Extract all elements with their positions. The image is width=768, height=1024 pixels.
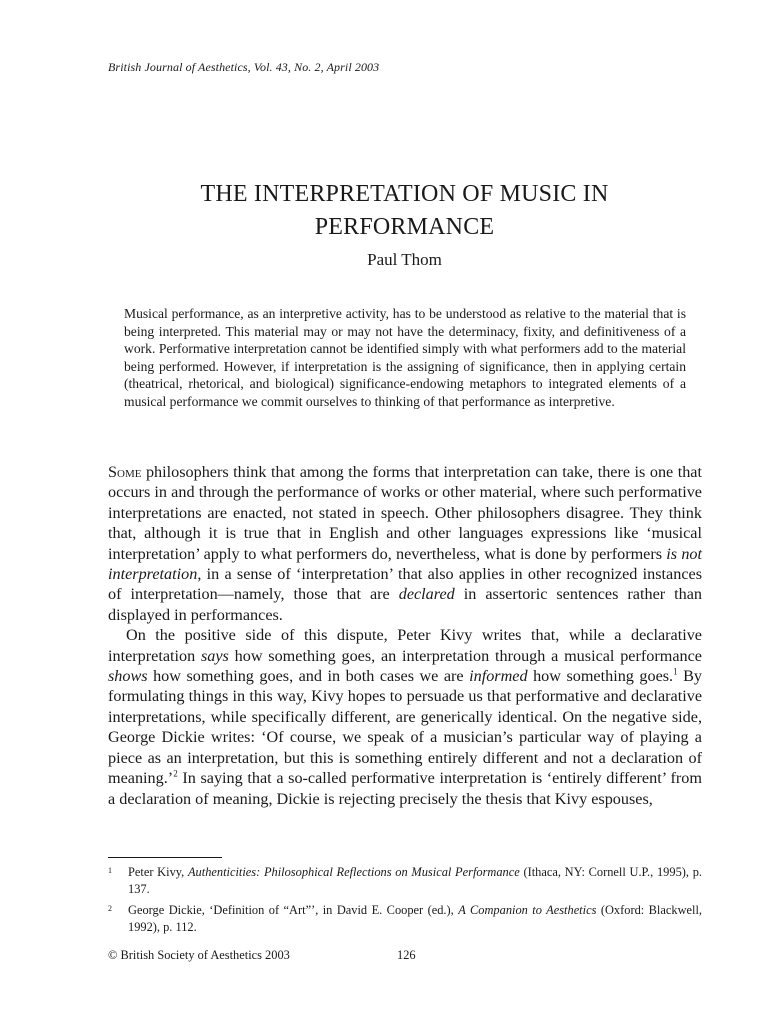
- article-author: Paul Thom: [367, 250, 442, 269]
- footnote-rule: [108, 857, 222, 858]
- article-title-line-2: PERFORMANCE: [314, 214, 495, 240]
- text-run: (Ithaca, NY: Cornell U.P., 1995), p. 137.: [128, 865, 703, 896]
- text-run: how something goes, and in both cases we are: [147, 667, 470, 686]
- book-title: Authenticities: Philosophical Reflections on Musical Performance: [187, 865, 520, 879]
- text-run: philosophers think that among the forms that interpretation can take, there is one that occurs in and through the performance of works or other material, where such performative interpretations are enacted, not stated in speech. Other philosophers disagree. They think that, although it is true that in English and other languages expressions like ‘musical interpretation’ apply to what performers do, nevertheless, what is done by performers: [108, 463, 702, 563]
- footnote-text: [128, 902, 702, 936]
- footnote-2: [108, 902, 702, 936]
- emphasis: is not interpretation: [108, 544, 702, 584]
- copyright-notice: © British Society of Aesthetics 2003: [108, 948, 290, 962]
- text-run: By formulating things in this way, Kivy hopes to persuade us that performative and declarative interpretations, while specifically different, are generically identical. On the negative side, George Dickie writes: ‘Of course, we speak of a musician’s particular way of playing a piece as an interpretation, but this is something entirely different and not a declaration of meaning.’: [108, 667, 702, 788]
- footnotes: [108, 864, 702, 940]
- footnote-number: 2: [108, 904, 112, 913]
- text-run: , in a sense of ‘interpretation’ that also applies in other recognized instances of interpretation—namely, those that are: [108, 565, 702, 604]
- footnote-ref-2[interactable]: 2: [173, 768, 178, 779]
- text-run: how something goes, an interpretation through a musical performance: [228, 646, 702, 665]
- text-run: George Dickie, ‘Definition of “Art”’, in David E. Cooper (ed.),: [128, 903, 459, 917]
- running-head: British Journal of Aesthetics, Vol. 43, No. 2, April 2003: [108, 60, 380, 74]
- text-run: how something goes.: [527, 667, 674, 686]
- text-run: On the positive side of this dispute, Peter Kivy writes that, while a declarative interpretation: [108, 626, 702, 665]
- text-run: in assertoric sentences rather than displayed in performances.: [108, 585, 703, 624]
- body-paragraph-2: [108, 625, 702, 809]
- emphasis: shows: [108, 667, 148, 686]
- emphasis: informed: [469, 667, 528, 686]
- text-run: Peter Kivy,: [128, 865, 188, 879]
- footnote-ref-1[interactable]: 1: [673, 666, 678, 677]
- body-text: [108, 462, 702, 809]
- article-title: [108, 178, 701, 244]
- footnote-text: [128, 864, 702, 898]
- page-number: 126: [397, 948, 416, 962]
- footnote-number: 1: [108, 866, 112, 875]
- article-title-line-1: THE INTERPRETATION OF MUSIC IN: [200, 181, 609, 207]
- lead-word: Some: [108, 463, 142, 481]
- footnote-1: [108, 864, 702, 898]
- emphasis: says: [200, 646, 229, 665]
- book-title: A Companion to Aesthetics: [458, 903, 597, 917]
- text-run: (Oxford: Blackwell, 1992), p. 112.: [128, 903, 702, 934]
- abstract: Musical performance, as an interpretive activity, has to be understood as relative to the material that is being interpreted. This material may or may not have the determinacy, fixity, and definitiveness of a work. Performative interpretation cannot be identified simply with what performers add to the material being performed. However, if interpretation is the assigning of significance, then in applying certain (theatrical, rhetorical, and biological) significance-endowing metaphors to integrated elements of a musical performance we commit ourselves to thinking of that performance as interpretive.: [124, 306, 686, 409]
- body-paragraph-1: [108, 462, 702, 625]
- text-run: In saying that a so-called performative interpretation is ‘entirely different’ from a declaration of meaning, Dickie is rejecting precisely the thesis that Kivy espouses,: [108, 769, 702, 808]
- emphasis: declared: [398, 585, 455, 604]
